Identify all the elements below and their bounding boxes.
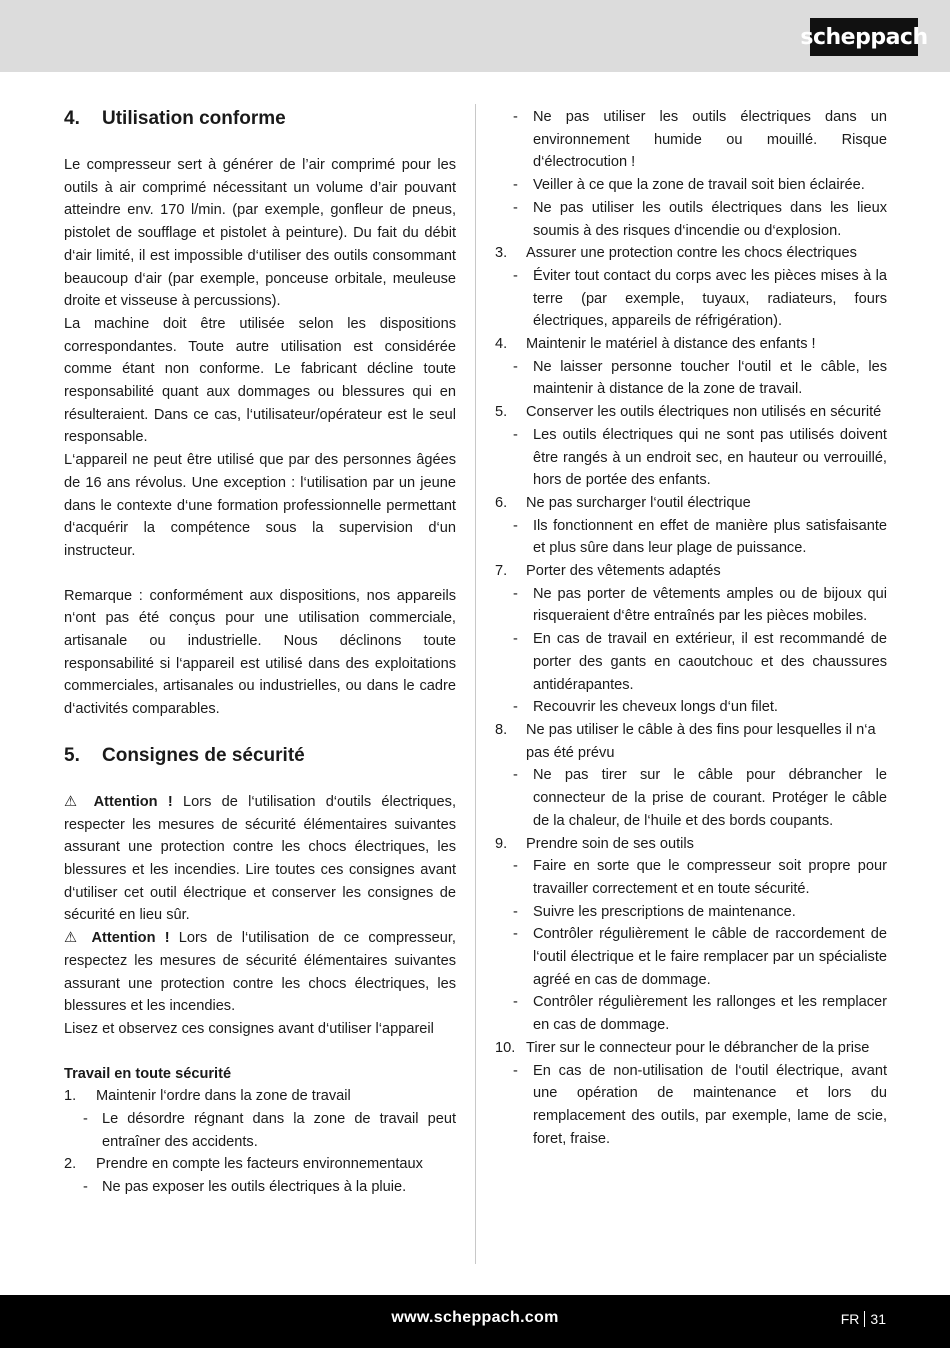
list-item (495, 401, 887, 424)
item-text: Maintenir le matériel à distance des enfants ! (526, 336, 816, 353)
item-text: Tirer sur le connecteur pour le débrancher de la prise (526, 1039, 870, 1056)
dash-item (495, 106, 887, 174)
dash-text: Contrôler régulièrement le câble de raccordement de l‘outil électrique et le faire remplacer par un spécialiste agréé en cas de dommage. (533, 926, 887, 988)
dash-text: Ne pas porter de vêtements amples ou de bijoux qui risqueraient d‘être entraînés par les pièces mobiles. (533, 585, 887, 625)
item-text: Porter des vêtements adaptés (526, 563, 721, 580)
section-number: 5. (64, 744, 80, 766)
dash-text: Éviter tout contact du corps avec les pièces mises à la terre (par exemple, tuyaux, radiateurs, fours électriques, appareils de réfrigération). (533, 267, 887, 330)
item-number: 8. (495, 721, 508, 738)
paragraph: Remarque : conformément aux dispositions, nos appareils n‘ont pas été conçus pour une utilisation commerciale, artisanale ou industrielle. Nous déclinons toute responsabilité si l‘appareil est utilisé dans des exploitations commerciales, artisanales ou industrielles, ou dans le cadre d‘activités comparables. (64, 587, 456, 718)
warning-paragraph (64, 791, 456, 927)
item-text: Ne pas utiliser le câble à des fins pour lesquelles il n‘a pas été prévu (526, 721, 876, 761)
dash-bullet: - (83, 1111, 88, 1128)
list-item (495, 560, 887, 583)
item-text: Ne pas surcharger l‘outil électrique (526, 494, 751, 511)
dash-bullet: - (513, 858, 518, 875)
dash-item (495, 923, 887, 991)
dash-bullet: - (513, 699, 518, 716)
list-item (495, 333, 887, 356)
dash-item (495, 855, 887, 900)
dash-text: Ne pas tirer sur le câble pour débrancher le connecteur de la prise de courant. Protéger le câble de la chaleur, de l‘huile et des bords coupants. (533, 767, 887, 829)
item-text: Prendre en compte les facteurs environnementaux (96, 1156, 423, 1173)
item-number: 6. (495, 494, 508, 511)
dash-text: Ne pas utiliser les outils électriques dans les lieux soumis à des risques d‘incendie ou d‘explosion. (533, 199, 887, 239)
footer-bar (0, 1295, 950, 1348)
dash-bullet: - (513, 109, 518, 125)
dash-bullet: - (83, 1179, 88, 1196)
warning-text: Lors de l‘utilisation de ce compresseur, respectez les mesures de sécurité élémentaires suivantes assurant une protection contre les chocs électriques, les blessures et les incendies. (64, 930, 456, 1015)
dash-bullet: - (513, 426, 518, 443)
numbered-list (64, 1085, 456, 1199)
dash-bullet: - (513, 585, 518, 602)
dash-item (495, 901, 887, 924)
dash-item (495, 515, 887, 560)
dash-text: Le désordre régnant dans la zone de travail peut entraîner des accidents. (102, 1111, 456, 1150)
page-number: 31 (870, 1311, 886, 1327)
dash-item (495, 424, 887, 492)
warning-label: Attention ! (93, 793, 173, 810)
warning-icon: ⚠ (64, 930, 83, 947)
dash-text: Veiller à ce que la zone de travail soit bien éclairée. (533, 177, 865, 194)
item-number: 3. (495, 245, 508, 262)
item-text: Assurer une protection contre les chocs électriques (526, 245, 857, 262)
dash-text: Ils fonctionnent en effet de manière plus satisfaisante et plus sûre dans leur plage de puissance. (533, 517, 887, 557)
section-title: Consignes de sécurité (102, 744, 305, 766)
dash-item (495, 1060, 887, 1151)
paragraph: Le compresseur sert à générer de l’air comprimé pour les outils à air comprimé nécessitant un volume d’air pouvant atteindre env. 170 l/min. (par exemple, gonfleur de pneus, pistolet de soufflage et pistolet à peinture). Du fait du débit d‘air limité, il est impossible d‘utiliser des outils consommant beaucoup d‘air (par exemple, ponceuse orbitale, meuleuse droite et visseuse à percussions). (64, 157, 456, 310)
list-item (495, 242, 887, 265)
right-column (495, 106, 887, 1150)
dash-item (64, 1176, 456, 1199)
dash-text: Ne pas exposer les outils électriques à la pluie. (102, 1179, 407, 1196)
dash-item (495, 265, 887, 333)
section-title: Utilisation conforme (102, 108, 286, 129)
dash-bullet: - (513, 517, 518, 534)
warning-icon: ⚠ (64, 793, 84, 810)
header-bar (0, 0, 950, 72)
warning-paragraph (64, 927, 456, 1018)
subheading: Travail en toute sécurité (64, 1065, 232, 1082)
language-code: FR (840, 1311, 860, 1327)
list-item (495, 719, 887, 764)
paragraph: L‘appareil ne peut être utilisé que par des personnes âgées de 16 ans révolus. Une exception : l‘utilisation par un jeune dans le contexte d‘une formation professionnelle permettant d‘acquérir la compétence sous la supervision d‘un instructeur. (64, 452, 456, 559)
website-url: www.scheppach.com (391, 1309, 559, 1326)
dash-bullet: - (513, 177, 518, 194)
dash-bullet: - (513, 767, 518, 784)
item-text: Conserver les outils électriques non utilisés en sécurité (526, 404, 882, 421)
scheppach-logo: scheppach (810, 18, 918, 56)
page-indicator (841, 1311, 886, 1327)
dash-item (64, 1108, 456, 1153)
list-item (64, 1153, 456, 1176)
section-5-heading (64, 743, 456, 769)
dash-text: En cas de travail en extérieur, il est recommandé de porter des gants en caoutchouc et des chaussures antidérapantes. (533, 631, 887, 693)
item-text: Prendre soin de ses outils (526, 835, 694, 852)
list-item (495, 833, 887, 856)
dash-item (495, 764, 887, 832)
dash-bullet: - (513, 903, 518, 920)
section-4-heading (64, 106, 456, 132)
dash-item (495, 583, 887, 628)
dash-bullet: - (513, 1062, 518, 1079)
dash-text: Suivre les prescriptions de maintenance. (533, 903, 796, 920)
warning-text: Lors de l‘utilisation d‘outils électriques, respecter les mesures de sécurité élémentaires suivantes assurant une protection contre les chocs électriques, les blessures et les incendies. Lire toutes ces consignes avant d‘utiliser cet outil électrique et conserver les consignes de sécurité en lieu sûr. (64, 793, 457, 924)
dash-bullet: - (513, 199, 518, 216)
dash-bullet: - (513, 358, 518, 375)
dash-item (495, 696, 887, 719)
dash-item (495, 174, 887, 197)
section-number: 4. (64, 108, 80, 129)
paragraph: Lisez et observez ces consignes avant d‘utiliser l‘appareil (64, 1020, 434, 1037)
dash-bullet: - (513, 631, 518, 648)
dash-text: Ne pas utiliser les outils électriques dans un environnement humide ou mouillé. Risque d‘électrocution ! (533, 109, 887, 171)
dash-item (495, 991, 887, 1036)
dash-item (495, 197, 887, 242)
dash-bullet: - (513, 994, 518, 1011)
item-number: 10. (495, 1039, 516, 1056)
paragraph: La machine doit être utilisée selon les dispositions correspondantes. Toute autre utilisation est considérée comme étant non conforme. Le fabricant décline toute responsabilité quant aux dommages ou blessures qui en résulteraient. Dans ce cas, l‘utilisateur/opérateur est le seul responsable. (64, 315, 456, 446)
item-text: Maintenir l‘ordre dans la zone de travail (96, 1088, 351, 1105)
page-separator (864, 1311, 865, 1327)
column-divider (475, 104, 476, 1264)
left-column (64, 106, 456, 1199)
dash-text: Recouvrir les cheveux longs d‘un filet. (533, 699, 778, 716)
dash-text: Faire en sorte que le compresseur soit propre pour travailler correctement et en toute sécurité. (533, 858, 887, 897)
list-item (64, 1085, 456, 1108)
item-number: 5. (495, 404, 508, 421)
list-item (495, 492, 887, 515)
item-number: 9. (495, 835, 508, 852)
item-number: 7. (495, 563, 508, 580)
dash-text: Les outils électriques qui ne sont pas utilisés doivent être rangés à un endroit sec, en hauteur ou verrouillé, hors de portée des enfants. (533, 426, 887, 489)
dash-bullet: - (513, 267, 518, 284)
dash-bullet: - (513, 926, 518, 943)
item-number: 2. (64, 1156, 77, 1173)
dash-item (495, 356, 887, 401)
dash-text: Ne laisser personne toucher l‘outil et le câble, les maintenir à distance de la zone de travail. (533, 358, 887, 398)
dash-text: En cas de non-utilisation de l‘outil électrique, avant une opération de maintenance et lors du remplacement des outils, par exemple, lame de scie, foret, fraise. (533, 1062, 887, 1147)
dash-item (495, 628, 887, 696)
item-number: 1. (64, 1088, 77, 1105)
list-item (495, 1037, 887, 1060)
item-number: 4. (495, 336, 508, 353)
warning-label: Attention ! (91, 930, 170, 947)
dash-text: Contrôler régulièrement les rallonges et les remplacer en cas de dommage. (533, 994, 887, 1034)
